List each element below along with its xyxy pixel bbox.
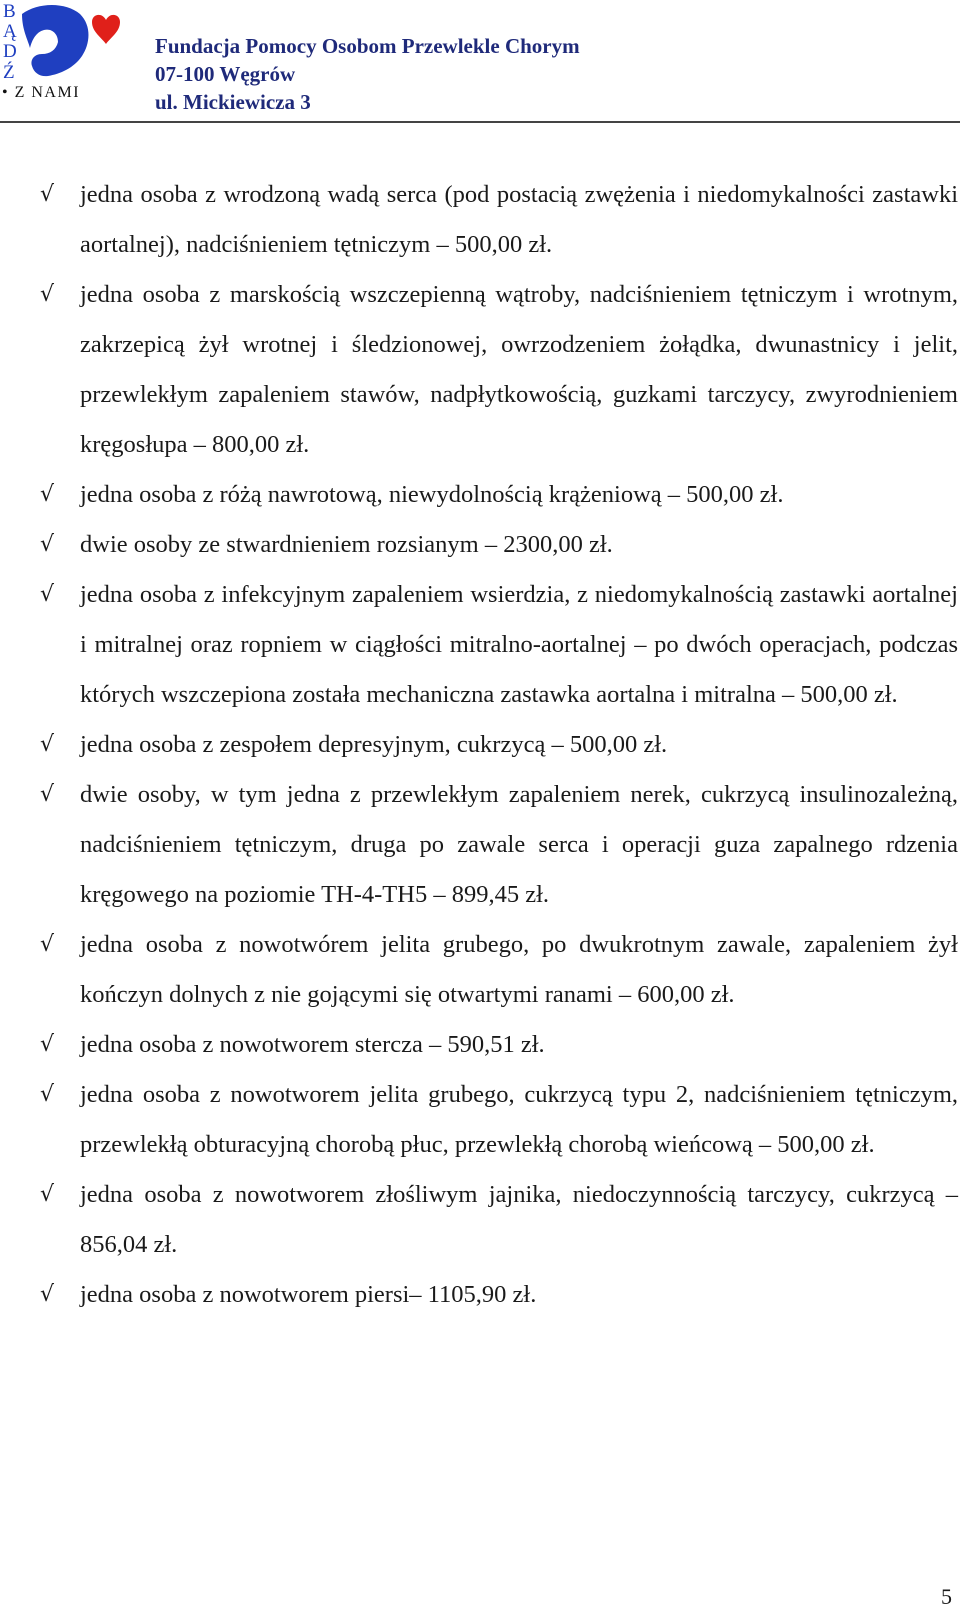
list-item-text: dwie osoby, w tym jedna z przewlekłym zapaleniem nerek, cukrzycą insulinozależną, nadciśnieniem tętniczym, druga po zawale serca i operacji guza zapalnego rdzenia kręgowego na poziomie TH-4-TH5 – 899,45 zł. [80,781,958,908]
list-item-text: jedna osoba z nowotworem stercza – 590,51 zł. [80,1031,545,1058]
list-item-text: jedna osoba z nowotworem piersi– 1105,90 zł. [80,1281,537,1308]
checkmark-icon: √ [40,932,55,957]
checkmark-icon: √ [40,582,55,607]
list-item-text: jedna osoba z nowotwórem jelita grubego, po dwukrotnym zawale, zapaleniem żył kończyn dolnych z nie gojącymi się otwartymi ranami – 600,00 zł. [80,931,958,1008]
list-item-text: jedna osoba z marskością wszczepienną wątroby, nadciśnieniem tętniczym i wrotnym, zakrzepicą żył wrotnej i śledzionowej, owrzodzeniem żołądka, dwunastnicy i jelit, przewlekłym zapaleniem stawów, nadpłytkowością, guzkami tarczycy, zwyrodnieniem kręgosłupa – 800,00 zł. [80,281,958,458]
logo-letter-b: B [3,1,16,22]
checkmark-icon: √ [40,1032,55,1057]
list-item [40,1020,958,1070]
list-item-text: jedna osoba z nowotworem złośliwym jajnika, niedoczynnością tarczycy, cukrzycą – 856,04 zł. [80,1181,958,1258]
list-item [40,1070,958,1170]
organization-address [155,32,580,116]
header-divider [0,121,960,123]
checkmark-icon: √ [40,282,55,307]
checkmark-icon: √ [40,1082,55,1107]
list-item [40,1170,958,1270]
list-item-text: jedna osoba z zespołem depresyjnym, cukrzycą – 500,00 zł. [80,731,668,758]
checkmark-icon: √ [40,532,55,557]
hand-icon [22,5,89,76]
list-item [40,720,958,770]
list-item-text: dwie osoby ze stwardnieniem rozsianym – 2300,00 zł. [80,531,613,558]
organization-name: Fundacja Pomocy Osobom Przewlekle Chorym [155,34,580,58]
logo-wordmark: • Z NAMI [2,84,81,101]
page-number: 5 [941,1584,952,1609]
organization-street: ul. Mickiewicza 3 [155,90,311,114]
list-item [40,570,958,720]
foundation-logo [0,0,120,110]
list-item-text: jedna osoba z infekcyjnym zapaleniem wsierdzia, z niedomykalnością zastawki aortalnej i mitralnej oraz ropniem w ciągłości mitralno-aortalnej – po dwóch operacjach, podczas których wszczepiona została mechaniczna zastawka aortalna i mitralna – 500,00 zł. [80,581,958,708]
logo-letter-a-ogonek: Ą [3,21,17,42]
checkmark-icon: √ [40,182,55,207]
organization-postal-city: 07-100 Węgrów [155,62,296,86]
checkmark-icon: √ [40,782,55,807]
list-item [40,770,958,920]
list-item [40,470,958,520]
page-header [0,0,960,122]
list-item [40,920,958,1020]
list-item [40,270,958,470]
donation-list [40,170,958,1320]
list-item [40,520,958,570]
checkmark-icon: √ [40,1182,55,1207]
logo-letter-z-acute: Ź [3,62,15,83]
list-item-text: jedna osoba z różą nawrotową, niewydolnością krążeniową – 500,00 zł. [80,481,784,508]
list-item [40,1270,958,1320]
heart-icon [92,15,120,44]
checkmark-icon: √ [40,1282,55,1307]
checkmark-icon: √ [40,732,55,757]
list-item-text: jedna osoba z wrodzoną wadą serca (pod postacią zwężenia i niedomykalności zastawki aortalnej), nadciśnieniem tętniczym – 500,00 zł. [80,181,958,258]
list-item-text: jedna osoba z nowotworem jelita grubego, cukrzycą typu 2, nadciśnieniem tętniczym, przewlekłą obturacyjną chorobą płuc, przewlekłą chorobą wieńcową – 500,00 zł. [80,1081,958,1158]
logo-letter-d: D [3,41,17,62]
list-item [40,170,958,270]
checkmark-icon: √ [40,482,55,507]
